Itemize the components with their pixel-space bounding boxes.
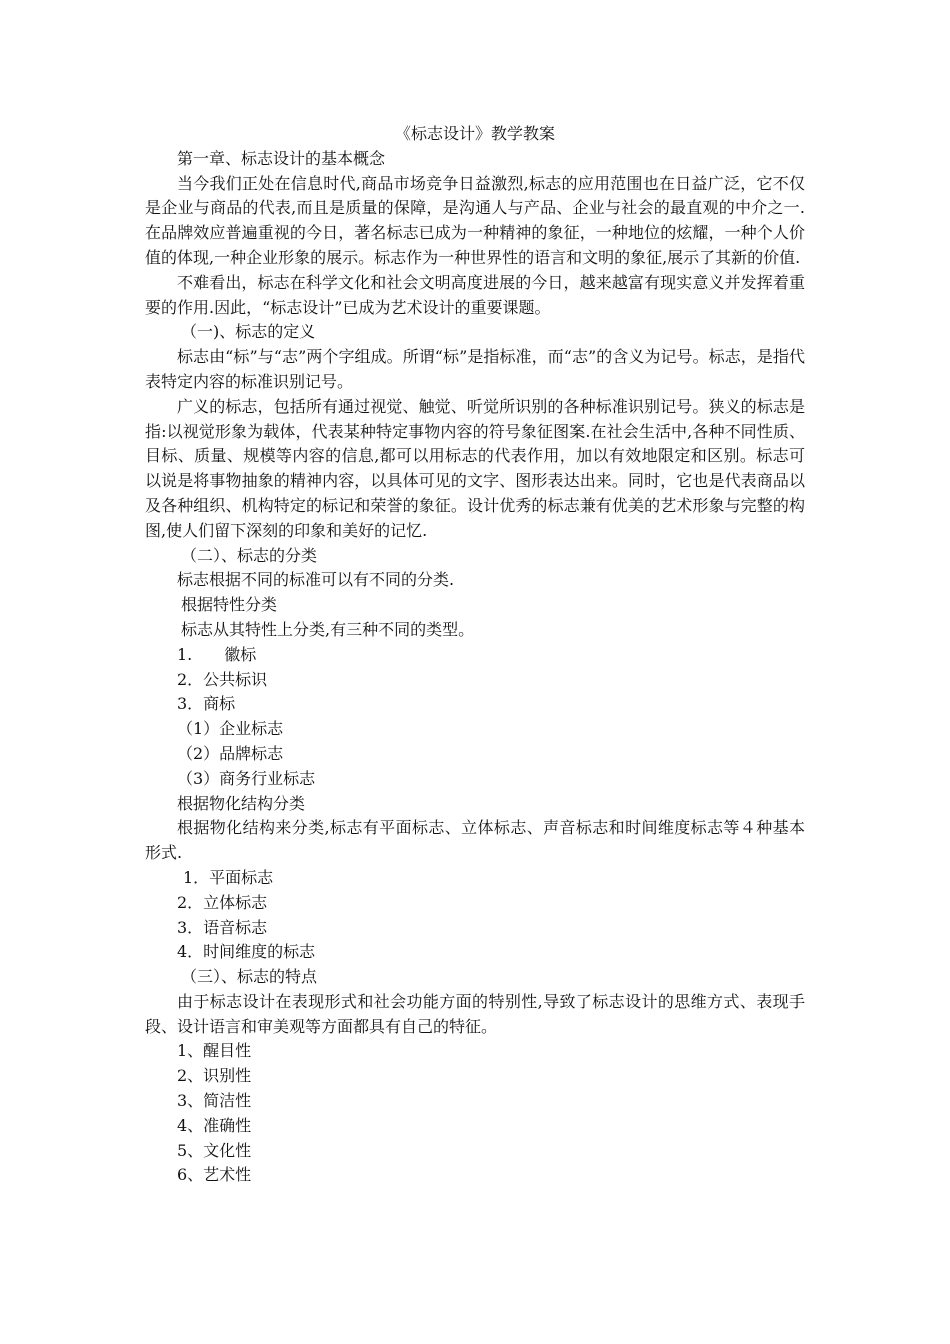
list-item: 5、文化性 [177,1140,252,1160]
list-item: 4、准确性 [177,1115,252,1135]
list-item: （1）企业标志 [177,719,284,739]
list-item: （3）商务行业标志 [177,768,316,788]
list-item: 2、识别性 [177,1066,252,1086]
list-item: 3．语音标志 [177,917,268,937]
list-item: 2．立体标志 [177,892,268,912]
list-item: 2．公共标识 [177,669,268,689]
list-item: 3、简洁性 [177,1091,252,1111]
list-item: 3．商标 [177,694,236,714]
section-heading-definition: （一)、标志的定义 [181,322,316,342]
document-page [145,122,805,1188]
section-heading-classification: （二）、标志的分类 [181,545,318,565]
list-item: 1、醒目性 [177,1041,252,1061]
paragraph-structure: 根据物化结构来分类,标志有平面标志、立体标志、声音标志和时间维度标志等４种基本形式. [145,818,805,863]
list-item: （2）品牌标志 [177,743,284,763]
paragraph-definition: 标志由“标”与“志”两个字组成。所谓“标”是指标准，而“志”的含义为记号。标志，是指代表特定内容的标准识别记号。 [145,347,805,391]
list-item: 1. 徽标 [177,644,257,664]
list-item: 4．时间维度的标志 [177,942,316,962]
text-line: 标志根据不同的标准可以有不同的分类. [177,570,455,590]
subheading-by-characteristic: 根据特性分类 [181,595,278,615]
paragraph-importance: 不难看出，标志在科学文化和社会文明高度进展的今日，越来越富有现实意义并发挥着重要的作用.因此，“标志设计”已成为艺术设计的重要课题。 [145,272,805,317]
section-heading-features: （三）、标志的特点 [181,967,318,987]
paragraph-broad-definition: 广义的标志，包括所有通过视觉、触觉、听觉所识别的各种标准识别记号。狭义的标志是指:以视觉形象为载体，代表某种特定事物内容的符号象征图案.在社会生活中,各种不同性质、目标、质量、规模等内容的信息,都可以用标志的代表作用，加以有效地限定和区别。标志可以说是将事物抽象的精神内容，以具体可见的文字、图形表达出来。同时，它也是代表商品以及各种组织、机构特定的标记和荣誉的象征。设计优秀的标志兼有优美的艺术形象与完整的构图,使人们留下深刻的印象和美好的记忆. [145,396,805,540]
paragraph-intro: 当今我们正处在信息时代,商品市场竞争日益激烈,标志的应用范围也在日益广泛，它不仅是企业与商品的代表,而且是质量的保障，是沟通人与产品、企业与社会的最直观的中介之一.在品牌效应普遍重视的今日，著名标志已成为一种精神的象征，一种地位的炫耀，一种个人价值的体现,一种企业形象的展示。标志作为一种世界性的语言和文明的象征,展示了其新的价值. [145,173,805,267]
chapter-heading: 第一章、标志设计的基本概念 [177,148,386,168]
list-item: 6、艺术性 [177,1165,252,1185]
paragraph-features: 由于标志设计在表现形式和社会功能方面的特别性,导致了标志设计的思维方式、表现手段、设计语言和审美观等方面都具有自己的特征。 [145,991,805,1036]
list-item: 1．平面标志 [183,867,274,887]
subheading-by-structure: 根据物化结构分类 [177,793,306,813]
document-title: 《标志设计》教学教案 [394,124,555,143]
text-line: 标志从其特性上分类,有三种不同的类型。 [181,619,475,639]
